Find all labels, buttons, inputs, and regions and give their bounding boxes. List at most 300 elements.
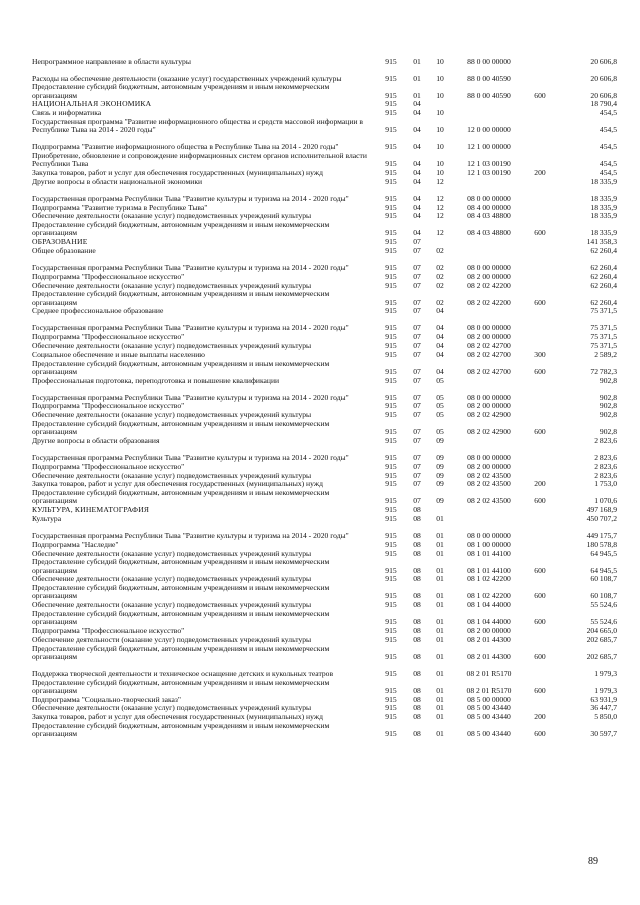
row-target-article: 08 2 02 43500 (467, 479, 511, 489)
row-name: Подпрограмма "Развитие туризма в Республике Тыва" (32, 202, 208, 212)
table-row (32, 83, 617, 100)
row-name: КУЛЬТУРА, КИНЕМАТОГРАФИЯ (32, 505, 150, 515)
row-ministry-code: 915 (385, 539, 397, 549)
row-target-article: 08 2 02 42900 (467, 410, 511, 420)
row-amount: 18 790,4 (590, 99, 617, 109)
row-ministry-code: 915 (385, 470, 397, 480)
table-row (32, 350, 617, 359)
row-target-article: 08 0 00 00000 (467, 262, 511, 272)
table-row (32, 177, 617, 186)
row-target-article: 08 2 01 44300 (467, 651, 511, 661)
row-section-code: 07 (413, 479, 421, 489)
row-section-code: 04 (413, 125, 421, 135)
row-expense-type: 600 (534, 228, 546, 238)
row-subsection-code: 12 (436, 176, 444, 186)
row-subsection-code: 01 (436, 513, 444, 523)
row-name: Государственная программа Республики Тыва "Развитие культуры и туризма на 2014 - 2020 годы" (32, 323, 349, 333)
row-target-article (452, 307, 526, 316)
row-ministry-code: 915 (385, 729, 397, 739)
row-section-code: 08 (413, 513, 421, 523)
row-target-article: 08 1 00 00000 (467, 539, 511, 549)
row-section-code: 07 (413, 375, 421, 385)
row-ministry-code: 915 (385, 401, 397, 411)
row-amount: 75 371,5 (590, 323, 617, 333)
table-row (32, 609, 617, 626)
row-ministry-code: 915 (385, 694, 397, 704)
row-target-article: 08 2 02 42700 (467, 349, 511, 359)
table-row (32, 186, 617, 203)
row-expense-type (526, 549, 554, 558)
row-name: Предоставление субсидий бюджетным, автономным учреждениям и иным некоммерческим организациям (32, 677, 330, 695)
table-row (32, 212, 617, 221)
row-section-code: 08 (413, 548, 421, 558)
row-ministry-code: 915 (385, 461, 397, 471)
row-amount: 454,5 (599, 142, 617, 152)
row-amount: 1 070,6 (594, 496, 617, 506)
table-row (32, 661, 617, 678)
table-row (32, 385, 617, 402)
row-expense-type (526, 117, 554, 134)
budget-table (32, 57, 617, 738)
row-subsection-code: 09 (436, 496, 444, 506)
row-amount: 449 175,7 (586, 530, 617, 540)
row-ministry-code: 915 (385, 262, 397, 272)
row-ministry-code: 915 (385, 280, 397, 290)
table-row (32, 471, 617, 480)
row-name: Закупка товаров, работ и услуг для обеспечения государственных (муниципальных) нужд (32, 479, 323, 489)
row-ministry-code: 915 (385, 202, 397, 212)
row-ministry-code: 915 (385, 271, 397, 281)
row-subsection-code: 01 (436, 668, 444, 678)
row-target-article (452, 436, 526, 445)
table-row (32, 307, 617, 316)
table-row (32, 109, 617, 118)
row-target-article: 08 0 00 00000 (467, 323, 511, 333)
row-expense-type (526, 436, 554, 445)
row-target-article: 08 0 00 00000 (467, 530, 511, 540)
row-expense-type (526, 151, 554, 168)
row-name: Подпрограмма "Профессиональное искусство" (32, 462, 185, 471)
row-target-article: 08 2 00 00000 (467, 625, 511, 635)
table-row (32, 489, 617, 506)
row-expense-type: 200 (534, 167, 546, 177)
row-ministry-code: 915 (385, 712, 397, 722)
row-ministry-code: 915 (385, 600, 397, 610)
row-target-article: 08 1 04 44000 (467, 600, 511, 610)
row-name: Предоставление субсидий бюджетным, автономным учреждениям и иным некоммерческим организациям (32, 220, 330, 238)
row-amount: 1 753,0 (594, 479, 617, 489)
row-ministry-code: 915 (385, 159, 397, 169)
row-target-article: 08 0 00 00000 (467, 392, 511, 402)
row-section-code: 08 (413, 712, 421, 722)
row-target-article: 12 1 03 00190 (467, 159, 511, 169)
row-subsection-code: 01 (436, 634, 444, 644)
row-expense-type (526, 514, 554, 523)
row-ministry-code: 915 (385, 73, 397, 83)
row-section-code: 07 (413, 496, 421, 506)
row-ministry-code: 915 (385, 505, 397, 515)
table-row (32, 462, 617, 471)
row-subsection-code: 12 (436, 211, 444, 221)
row-target-article: 08 2 02 43500 (467, 470, 511, 480)
row-amount: 2 823,6 (594, 435, 617, 445)
row-ministry-code: 915 (385, 574, 397, 584)
table-body (32, 57, 617, 738)
row-name: Закупка товаров, работ и услуг для обеспечения государственных (муниципальных) нужд (32, 168, 323, 177)
table-row (32, 411, 617, 420)
table-row (32, 721, 617, 738)
row-name: Государственная программа Республики Тыва "Развитие культуры и туризма на 2014 - 2020 годы" (32, 452, 349, 462)
row-subsection-code: 09 (436, 461, 444, 471)
row-amount: 20 606,8 (590, 90, 617, 100)
row-ministry-code: 915 (385, 625, 397, 635)
row-target-article: 08 2 01 44300 (467, 634, 511, 644)
row-target-article: 12 1 03 00190 (467, 167, 511, 177)
row-target-article: 08 1 01 44100 (467, 548, 511, 558)
row-subsection-code: 04 (436, 306, 444, 316)
row-amount: 20 606,8 (590, 73, 617, 83)
row-amount: 204 665,0 (586, 625, 617, 635)
row-target-article: 88 0 00 00000 (467, 56, 511, 66)
row-subsection-code: 02 (436, 271, 444, 281)
row-expense-type: 200 (534, 712, 546, 722)
row-name: Обеспечение деятельности (оказание услуг) подведомственных учреждений культуры (32, 211, 312, 221)
row-amount: 902,8 (599, 392, 617, 402)
row-target-article: 08 1 04 44000 (467, 617, 511, 627)
table-row (32, 290, 617, 307)
row-target-article (452, 376, 526, 385)
row-target-article (452, 514, 526, 523)
row-expense-type (526, 57, 554, 66)
table-row (32, 117, 617, 134)
row-amount: 18 335,9 (590, 193, 617, 203)
row-subsection-code: 12 (436, 202, 444, 212)
table-row (32, 221, 617, 238)
row-subsection-code: 04 (436, 323, 444, 333)
row-amount: 36 447,7 (590, 703, 617, 713)
row-name: Поддержка творческой деятельности и техническое оснащение детских и кукольных театров (32, 668, 334, 678)
row-section-code: 07 (413, 340, 421, 350)
table-row (32, 601, 617, 610)
row-ministry-code: 915 (385, 366, 397, 376)
row-target-article (452, 238, 526, 247)
row-expense-type (526, 186, 554, 203)
row-expense-type (526, 238, 554, 247)
row-amount: 454,5 (599, 167, 617, 177)
row-section-code: 04 (413, 228, 421, 238)
row-ministry-code: 915 (385, 651, 397, 661)
row-expense-type: 600 (534, 729, 546, 739)
row-name: Обеспечение деятельности (оказание услуг) подведомственных учреждений культуры (32, 703, 312, 713)
row-amount: 62 260,4 (590, 280, 617, 290)
row-ministry-code: 915 (385, 323, 397, 333)
row-ministry-code: 915 (385, 565, 397, 575)
row-target-article: 08 2 00 00000 (467, 461, 511, 471)
row-ministry-code: 915 (385, 56, 397, 66)
row-name: Предоставление субсидий бюджетным, автономным учреждениям и иным некоммерческим организациям (32, 557, 330, 575)
row-amount: 62 260,4 (590, 245, 617, 255)
row-subsection-code: 09 (436, 435, 444, 445)
row-amount: 180 578,8 (586, 539, 617, 549)
table-row (32, 575, 617, 584)
row-section-code: 08 (413, 729, 421, 739)
row-expense-type (526, 212, 554, 221)
row-section-code: 01 (413, 73, 421, 83)
table-row (32, 695, 617, 704)
row-name: Культура (32, 514, 62, 523)
row-expense-type (526, 203, 554, 212)
row-subsection-code: 01 (436, 591, 444, 601)
row-section-code: 08 (413, 574, 421, 584)
row-amount: 454,5 (599, 108, 617, 118)
row-section-code: 08 (413, 634, 421, 644)
row-subsection-code: 01 (436, 685, 444, 695)
row-subsection-code: 01 (436, 530, 444, 540)
row-amount: 55 524,6 (590, 617, 617, 627)
table-row (32, 584, 617, 601)
row-amount: 20 606,8 (590, 56, 617, 66)
row-ministry-code: 915 (385, 375, 397, 385)
row-name: Связь и информатика (32, 108, 102, 118)
row-name: Обеспечение деятельности (оказание услуг) подведомственных учреждений культуры (32, 548, 312, 558)
row-amount: 202 685,7 (586, 634, 617, 644)
row-ministry-code: 915 (385, 142, 397, 152)
row-ministry-code: 915 (385, 703, 397, 713)
row-amount: 18 335,9 (590, 211, 617, 221)
table-row (32, 558, 617, 575)
table-row (32, 359, 617, 376)
row-expense-type (526, 66, 554, 83)
row-section-code: 08 (413, 591, 421, 601)
row-subsection-code: 02 (436, 245, 444, 255)
row-ministry-code: 915 (385, 392, 397, 402)
row-expense-type (526, 333, 554, 342)
row-section-code: 08 (413, 505, 421, 515)
row-section-code: 08 (413, 530, 421, 540)
row-amount: 1 979,3 (594, 668, 617, 678)
table-row (32, 341, 617, 350)
row-subsection-code: 05 (436, 392, 444, 402)
row-target-article: 08 5 00 43440 (467, 712, 511, 722)
row-target-article: 12 1 00 00000 (467, 142, 511, 152)
row-section-code: 04 (413, 176, 421, 186)
row-name: Подпрограмма "Профессиональное искусство" (32, 401, 185, 411)
row-subsection-code: 12 (436, 228, 444, 238)
row-section-code: 07 (413, 332, 421, 342)
row-target-article: 08 4 03 48800 (467, 211, 511, 221)
row-section-code: 04 (413, 202, 421, 212)
row-subsection-code: 01 (436, 574, 444, 584)
row-name: Подпрограмма "Развитие информационного общества в Республике Тыва на 2014 - 2020 годы" (32, 142, 339, 152)
row-amount: 902,8 (599, 410, 617, 420)
row-amount: 62 260,4 (590, 262, 617, 272)
row-ministry-code: 915 (385, 548, 397, 558)
row-amount: 2 823,6 (594, 452, 617, 462)
row-expense-type: 600 (534, 297, 546, 307)
row-amount: 75 371,5 (590, 306, 617, 316)
row-amount: 18 335,9 (590, 202, 617, 212)
row-expense-type (526, 695, 554, 704)
row-amount: 497 168,9 (586, 505, 617, 515)
row-expense-type (526, 506, 554, 515)
row-expense-type (526, 385, 554, 402)
table-row (32, 255, 617, 272)
row-name: Предоставление субсидий бюджетным, автономным учреждениям и иным некоммерческим организациям (32, 609, 330, 627)
row-expense-type (526, 316, 554, 333)
row-expense-type (526, 341, 554, 350)
table-row (32, 704, 617, 713)
row-expense-type: 600 (534, 496, 546, 506)
row-name: Подпрограмма "Профессиональное искусство" (32, 332, 185, 342)
row-subsection-code: 01 (436, 651, 444, 661)
row-subsection-code: 01 (436, 712, 444, 722)
row-section-code: 08 (413, 651, 421, 661)
row-section-code: 08 (413, 668, 421, 678)
row-expense-type (526, 134, 554, 151)
row-section-code: 04 (413, 99, 421, 109)
row-subsection-code: 05 (436, 410, 444, 420)
row-name: Государственная программа Республики Тыва "Развитие культуры и туризма на 2014 - 2020 годы" (32, 262, 349, 272)
table-row (32, 436, 617, 445)
row-ministry-code: 915 (385, 228, 397, 238)
row-amount: 450 707,2 (586, 513, 617, 523)
row-section-code: 07 (413, 262, 421, 272)
row-target-article (452, 177, 526, 186)
table-row (32, 445, 617, 462)
row-section-code: 04 (413, 193, 421, 203)
row-expense-type (526, 177, 554, 186)
table-row (32, 203, 617, 212)
row-section-code: 07 (413, 392, 421, 402)
row-section-code: 04 (413, 167, 421, 177)
row-ministry-code: 915 (385, 193, 397, 203)
table-row (32, 626, 617, 635)
row-subsection-code: 01 (436, 565, 444, 575)
row-name: Среднее профессиональное образование (32, 306, 164, 316)
row-amount: 2 823,6 (594, 461, 617, 471)
row-name: НАЦИОНАЛЬНАЯ ЭКОНОМИКА (32, 99, 152, 109)
row-amount: 60 108,7 (590, 591, 617, 601)
row-target-article: 08 1 01 44100 (467, 565, 511, 575)
row-target-article: 08 1 02 42200 (467, 574, 511, 584)
row-name: Обеспечение деятельности (оказание услуг) подведомственных учреждений культуры (32, 470, 312, 480)
table-row (32, 238, 617, 247)
row-section-code: 08 (413, 600, 421, 610)
row-target-article (452, 100, 526, 109)
row-subsection-code: 10 (436, 167, 444, 177)
row-target-article: 08 5 00 43440 (467, 703, 511, 713)
row-ministry-code: 915 (385, 435, 397, 445)
row-ministry-code: 915 (385, 452, 397, 462)
table-row (32, 635, 617, 644)
row-amount: 60 108,7 (590, 574, 617, 584)
row-section-code: 04 (413, 211, 421, 221)
row-subsection-code: 10 (436, 108, 444, 118)
table-row (32, 134, 617, 151)
row-ministry-code: 915 (385, 125, 397, 135)
row-ministry-code: 915 (385, 668, 397, 678)
row-section-code: 07 (413, 401, 421, 411)
row-ministry-code: 915 (385, 211, 397, 221)
row-ministry-code: 915 (385, 306, 397, 316)
row-subsection-code: 10 (436, 56, 444, 66)
row-section-code: 01 (413, 56, 421, 66)
row-name: Государственная программа "Развитие информационного общества и средств массовой информации в Республике Тыва на 2014 - 2020 годы" (32, 117, 363, 135)
row-subsection-code: 01 (436, 548, 444, 558)
row-ministry-code: 915 (385, 496, 397, 506)
row-name: Государственная программа Республики Тыва "Развитие культуры и туризма на 2014 - 2020 годы" (32, 193, 349, 203)
row-section-code: 07 (413, 435, 421, 445)
row-name: Общее образование (32, 246, 96, 255)
row-amount: 18 335,9 (590, 176, 617, 186)
row-subsection-code: 09 (436, 470, 444, 480)
table-row (32, 333, 617, 342)
row-amount: 62 260,4 (590, 271, 617, 281)
row-expense-type (526, 445, 554, 462)
row-section-code: 08 (413, 703, 421, 713)
table-row (32, 376, 617, 385)
row-target-article: 08 2 02 42200 (467, 280, 511, 290)
row-ministry-code: 915 (385, 685, 397, 695)
page-number: 89 (588, 856, 598, 867)
table-row (32, 168, 617, 177)
row-ministry-code: 915 (385, 340, 397, 350)
row-expense-type (526, 376, 554, 385)
row-expense-type: 600 (534, 366, 546, 376)
row-name: Государственная программа Республики Тыва "Развитие культуры и туризма на 2014 - 2020 годы" (32, 530, 349, 540)
row-subsection-code: 01 (436, 539, 444, 549)
row-expense-type: 300 (534, 349, 546, 359)
row-target-article: 08 2 02 43500 (467, 496, 511, 506)
row-name: Другие вопросы в области национальной экономики (32, 177, 203, 186)
row-name: Обеспечение деятельности (оказание услуг) подведомственных учреждений культуры (32, 280, 312, 290)
row-subsection-code: 09 (436, 452, 444, 462)
row-subsection-code: 10 (436, 73, 444, 83)
table-row (32, 713, 617, 722)
row-name: Предоставление субсидий бюджетным, автономным учреждениям и иным некоммерческим организациям (32, 643, 330, 661)
row-target-article: 08 4 03 48800 (467, 228, 511, 238)
row-name: Обеспечение деятельности (оказание услуг) подведомственных учреждений культуры (32, 600, 312, 610)
row-name: Предоставление субсидий бюджетным, автономным учреждениям и иным некоммерческим организациям (32, 289, 330, 307)
row-expense-type: 600 (534, 90, 546, 100)
row-target-article: 08 2 00 00000 (467, 332, 511, 342)
row-name: Обеспечение деятельности (оказание услуг) подведомственных учреждений культуры (32, 574, 312, 584)
row-expense-type: 600 (534, 617, 546, 627)
row-target-article: 08 0 00 00000 (467, 452, 511, 462)
row-section-code: 07 (413, 323, 421, 333)
table-row (32, 480, 617, 489)
row-expense-type: 200 (534, 479, 546, 489)
row-target-article: 08 5 00 00000 (467, 694, 511, 704)
table-row (32, 100, 617, 109)
row-name: Подпрограмма "Профессиональное искусство" (32, 272, 185, 281)
row-subsection-code: 01 (436, 729, 444, 739)
row-target-article: 08 2 00 00000 (467, 271, 511, 281)
row-expense-type (526, 523, 554, 540)
row-expense-type (526, 540, 554, 549)
row-name: Обеспечение деятельности (оказание услуг) подведомственных учреждений культуры (32, 341, 312, 350)
row-ministry-code: 915 (385, 167, 397, 177)
row-subsection-code: 10 (436, 159, 444, 169)
row-section-code: 08 (413, 539, 421, 549)
row-expense-type (526, 402, 554, 411)
row-amount: 63 931,9 (590, 694, 617, 704)
row-expense-type (526, 100, 554, 109)
row-subsection-code: 05 (436, 375, 444, 385)
row-name: Обеспечение деятельности (оказание услуг) подведомственных учреждений культуры (32, 635, 312, 644)
row-expense-type (526, 109, 554, 118)
row-subsection-code (428, 506, 452, 515)
